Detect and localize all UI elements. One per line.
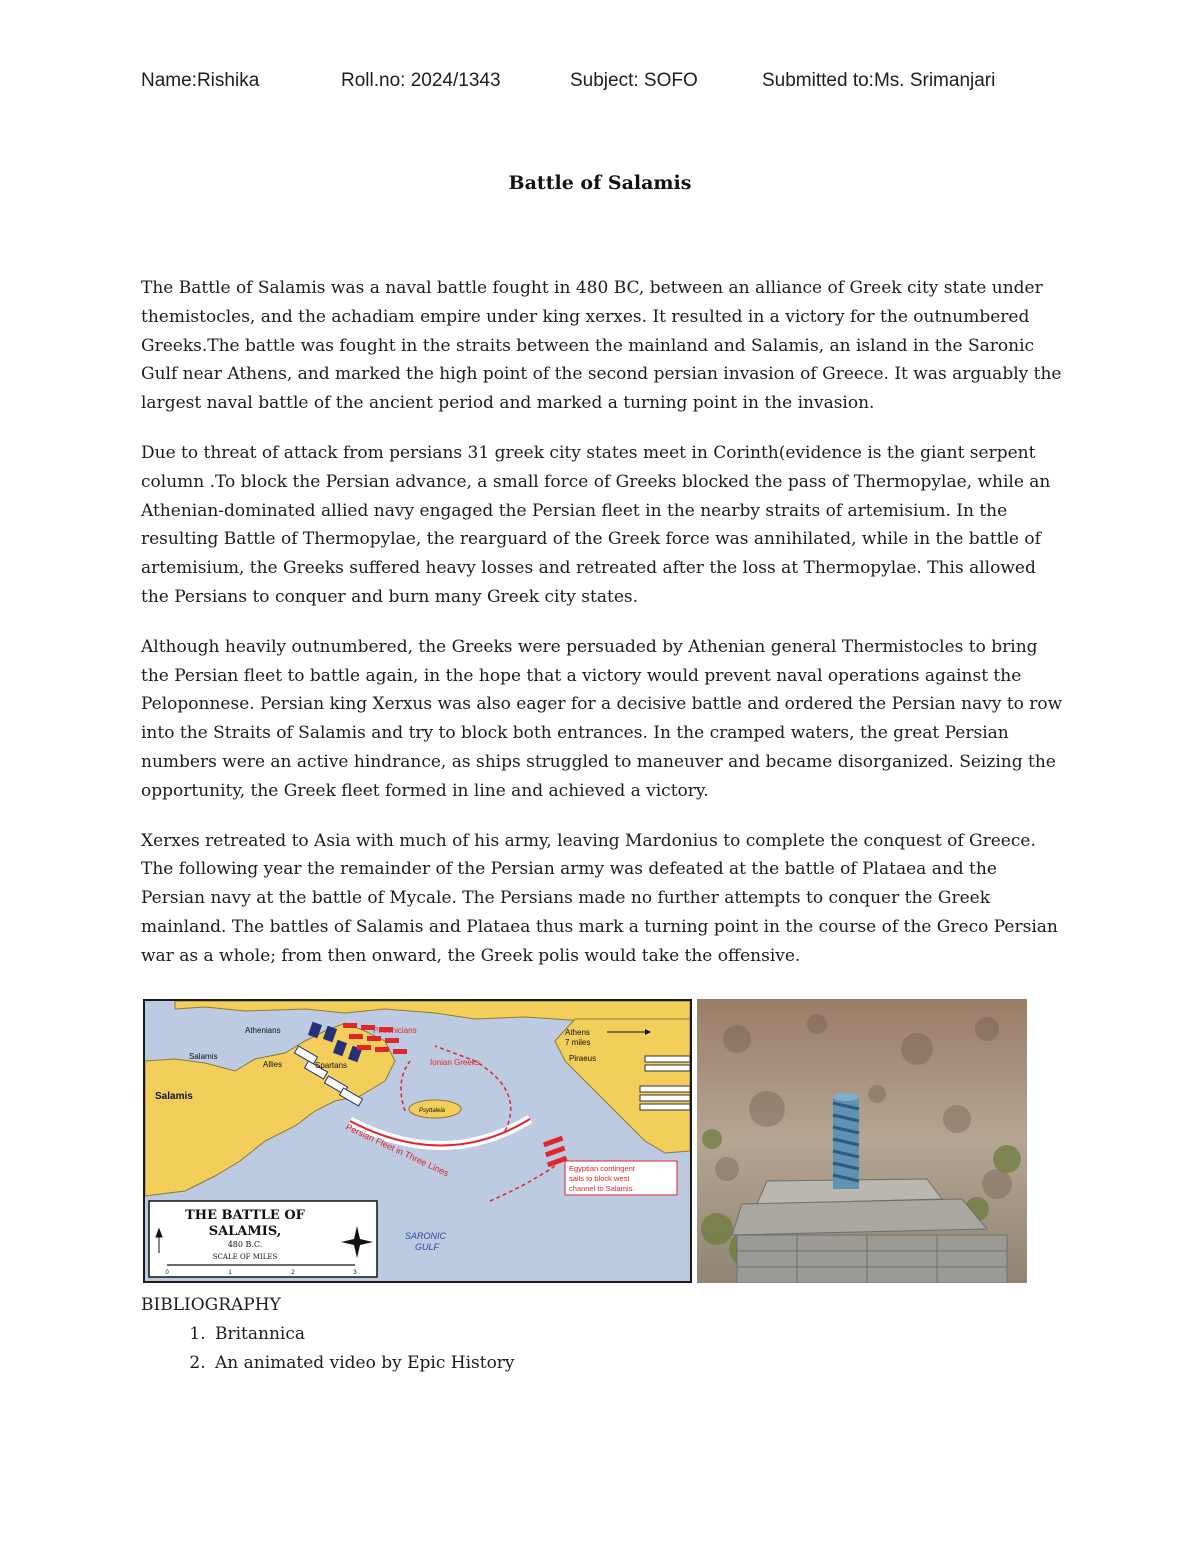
- document-header: [141, 70, 1061, 100]
- map-title-line-2: SALAMIS,: [208, 1224, 282, 1239]
- movement-arrows: [401, 1046, 555, 1201]
- paragraph-4: Xerxes retreated to Asia with much of his army, leaving Mardonius to complete the conquest of Greece. The following year the remainder of the Persian army was defeated at the battle of Plataea and the Persian navy at the battle of Mycale. The Persians made no further attempts to conquer the Greek mainland. The battles of Salamis and Plataea thus mark a turning point in the course of the Greco Persian war as a whole; from then onward, the Greek polis would take the offensive.: [141, 830, 1058, 966]
- submitted-to: Submitted to:Ms. Srimanjari: [762, 70, 996, 91]
- label-salamis-town: Salamis: [189, 1052, 218, 1061]
- paragraph-2: Due to threat of attack from persians 31 greek city states meet in Corinth(evidence is the giant serpent column .To block the Persian advance, a small force of Greeks blocked the pass of Thermopylae, while an Athenian-dominated allied navy engaged the Persian fleet in the nearby straits of artemisium. In the resulting Battle of Thermopylae, the rearguard of the Greek force was annihilated, while in the battle of artemisium, the Greeks suffered heavy losses and retreated after the loss at Thermopylae. This allowed the Persians to conquer and burn many Greek city states.: [141, 442, 1051, 607]
- label-spartans: Spartans: [315, 1061, 348, 1070]
- scale-tick-2: 2: [291, 1270, 295, 1276]
- bibliography: [141, 1291, 841, 1378]
- label-phoenicians: Phoenicians: [373, 1026, 417, 1035]
- label-athens-distance: 7 miles: [565, 1038, 591, 1047]
- document-body: [141, 274, 1066, 992]
- scale-tick-1: 1: [228, 1270, 232, 1276]
- label-gulf: GULF: [415, 1242, 440, 1252]
- battle-map: [143, 999, 692, 1283]
- label-salamis-island: Salamis: [155, 1091, 193, 1102]
- label-ionian-greeks: Ionian Greeks: [430, 1058, 480, 1067]
- label-athenians: Athenians: [245, 1026, 281, 1035]
- egyptian-note-line-1: Egyptian contingent: [569, 1164, 635, 1173]
- egyptian-note-line-3: channel to Salamis.: [569, 1184, 635, 1193]
- label-athens: Athens: [565, 1028, 590, 1037]
- paragraph-1: The Battle of Salamis was a naval battle fought in 480 BC, between an alliance of Greek city state under themistocles, and the achadiam empire under king xerxes. It resulted in a victory for the outnumbered Greeks.The battle was fought in the straits between the mainland and Salamis, an island in the Saronic Gulf near Athens, and marked the high point of the second persian invasion of Greece. It was arguably the largest naval battle of the ancient period and marked a turning point in the invasion.: [141, 278, 1062, 414]
- subject: Subject: SOFO: [570, 70, 698, 91]
- paragraph-3: Although heavily outnumbered, the Greeks were persuaded by Athenian general Thermistocles to bring the Persian fleet to battle again, in the hope that a victory would prevent naval operations against the Peloponnese. Persian king Xerxus was also eager for a decisive battle and ordered the Persian navy to row into the Straits of Salamis and try to block both entrances. In the cramped waters, the great Persian numbers were an active hindrance, as ships struggled to maneuver and became disorganized. Seizing the opportunity, the Greek fleet formed in line and achieved a victory.: [141, 636, 1063, 801]
- serpent-column-photo: [697, 999, 1027, 1283]
- serpent-column: [833, 1093, 859, 1189]
- scale-tick-0: 0: [165, 1270, 169, 1276]
- scale-tick-3: 3: [353, 1270, 357, 1276]
- serpent-column-drawing: [697, 999, 1027, 1283]
- page-title: Battle of Salamis: [508, 172, 692, 194]
- map-scale-label: SCALE OF MILES: [212, 1253, 278, 1261]
- battle-map-drawing: [145, 1001, 690, 1281]
- egyptian-note-line-2: sails to block west: [569, 1174, 630, 1183]
- map-date: 480 B.C.: [227, 1240, 263, 1249]
- bibliography-title: BIBLIOGRAPHY: [141, 1295, 281, 1315]
- label-piraeus: Piraeus: [569, 1054, 597, 1063]
- label-saronic: SARONIC: [405, 1231, 447, 1241]
- label-allies: Allies: [263, 1060, 283, 1069]
- map-title-line-1: THE BATTLE OF: [185, 1208, 305, 1223]
- bibliography-item: 1. Britannica: [211, 1320, 841, 1349]
- label-persian-fleet: Persian Fleet in Three Lines: [344, 1121, 451, 1179]
- roll-number: Roll.no: 2024/1343: [341, 70, 501, 91]
- label-psyttaleia: Psyttaleia: [419, 1108, 446, 1114]
- bibliography-list: [141, 1320, 841, 1378]
- bibliography-item: 2. An animated video by Epic History: [211, 1349, 841, 1378]
- figures-row: [143, 999, 1028, 1284]
- student-name: Name:Rishika: [141, 70, 260, 91]
